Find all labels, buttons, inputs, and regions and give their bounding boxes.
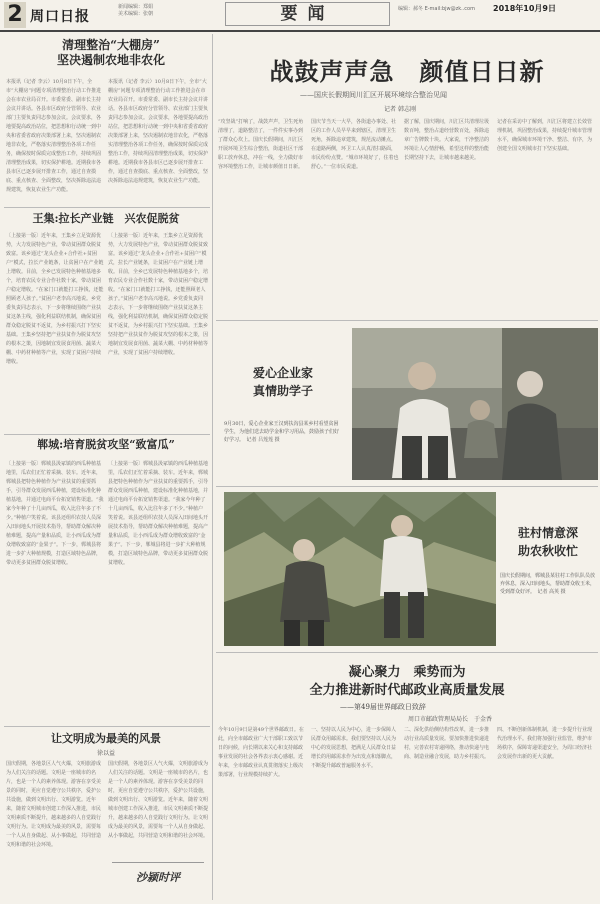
postal-body-col1: 今年10月9日是第49个世界邮政日。在此，向全市邮政业广大干部职工致以节日的问候，向长期以来关心和支持邮政事业发展的社会各界表示衷心感谢。近年来，全市邮政业认真贯彻落实上级决策部署，行业规模持续扩大。 [218, 727, 304, 778]
lead-body-col3: 据了解，国庆期间，川汇区共清理垃圾数百吨，整治占道经营数百处，拆除违章广告牌数十块。大家说，干净整洁的环境让人心情舒畅，希望这样的整治能长期坚持下去，让城市越来越美。 [404, 119, 490, 161]
article-body: 本报讯（记者 李云）10月8日下午，全市“大棚房”问题专项清理整治行动工作推进会在市农业局召开。市委常委、副市长主持会议并讲话。各县市区政府分管领导、农业部门主要负责同志参加会议。会议要求，各地要提高政治站位，把思想和行动统一到中央和省委省政府决策部署上来，坚决遏制农地非农化，严格落实清理整治各项工作任务，确保按时保质完成整治工作，持续巩固清理整治成果，切实保护耕地。近期我市各县市区已逐步展开排查工作，通过自查摸底、重点核查、全面整改，坚决拆除违法违规建筑，恢复农业生产功能。 [6, 79, 102, 193]
photo-harvest [224, 492, 496, 646]
photo-caption: 国庆长假期间，郸城县某驻村工作队队员放弃休息，深入田间地头，帮助群众收玉米，受到群众好评。 记者 高英 摄 [500, 573, 596, 595]
article-body-cont: 本报讯（记者 李云）10月8日下午，全市“大棚房”问题专项清理整治行动工作推进会在市农业局召开。市委常委、副市长主持会议并讲话。各县市区政府分管领导、农业部门主要负责同志参加会议。会议要求，各地要提高政治站位，把思想和行动统一到中央和省委省政府决策部署上来，坚决遏制农地非农化，严格落实清理整治各项工作任务，确保按时保质完成整治工作，持续巩固清理整治成果，切实保护耕地。近期我市各县市区已逐步展开排查工作，通过自查摸底、重点核查、全面整改，坚决拆除违法违规建筑，恢复农业生产功能。 [108, 79, 208, 184]
photo-caption: 9月30日，爱心企业家王汉到扶沟县某乡村看望贫困学生，为他们送去助学金和学习用品，鼓励孩子们好好学习。 记者 吕莲莲 摄 [224, 421, 340, 443]
postal-byline: 周口市邮政管理局局长 于金香 [407, 716, 492, 723]
issue-date: 2018年10月9日 [493, 4, 556, 13]
section-rule [4, 207, 210, 208]
column-divider [212, 34, 213, 900]
postal-subtitle: ——第49届世界邮政日致辞 [340, 703, 426, 711]
photo-headline [500, 524, 596, 560]
editor-meta: 编辑：郝冬 E-mail:bjw@zk..com [398, 6, 475, 12]
edition-meta: 新闻编辑：郑娟 美术编辑：张朝 [118, 4, 154, 17]
article-title [18, 38, 204, 68]
section-rule [216, 320, 598, 321]
article-body-cont: 〔上接第一版〕近年来，王集乡立足资源优势，大力发展特色产业，带动贫困群众脱贫致富。该乡通过“龙头企业+合作社+贫困户”模式，拉长产业链条，让贫困户在产业链上增收。目前，全乡已发展特色种植基地多个，培育农民专业合作社数十家，带动贫困户稳定增收。“在家门口就能打工挣钱，还能照顾老人孩子。”贫困户老李高兴地说。乡党委负责同志表示，下一步将继续围绕产业扶贫这条主线，强化利益联结机制，确保贫困群众稳定脱贫不返贫，为乡村振兴打下坚实基础。王集乡坚持把产业扶贫作为脱贫攻坚的根本之策，因地制宜发展食用菌、蔬菜大棚、中药材种植等产业，实现了贫困户持续增收。 [108, 233, 208, 356]
lead-body-col4: 记者在采访中了解到，川汇区将建立长效管理机制，巩固整治成果，持续提升城市管理水平，确保城市环境干净、整洁、有序，为创建全国文明城市打下坚实基础。 [497, 119, 593, 152]
postal-title-line: 凝心聚力 乘势而为 [348, 665, 466, 680]
column-label-box [112, 862, 204, 896]
photo-headline [218, 364, 348, 400]
lead-byline: 记者 韩志刚 [384, 106, 416, 113]
photo-visit [352, 328, 598, 480]
masthead-rule [0, 30, 600, 32]
section-rule [216, 486, 598, 487]
postal-title [218, 664, 596, 700]
article-title-line: 清理整治“大棚房” [62, 38, 160, 52]
article-body: 国庆假期，各地景区人气火爆，文明旅游成为人们关注的话题。文明是一座城市的名片，也是一个人的素养体现。游客在享受美景的同时，更应自觉遵守公共秩序，爱护公共设施，做到文明出行、文明游览。近年来，随着文明城市创建工作深入推进，市民文明素质不断提升，越来越多的人自觉践行文明行为。让文明成为最美的风景，需要每一个人从自身做起、从小事做起，共同营造文明和谐的社会环境。 [6, 761, 102, 848]
photo-visit-image [352, 328, 598, 480]
article-author: 徐以益 [96, 750, 115, 757]
postal-title-line: 全力推进新时代邮政业高质量发展 [309, 683, 505, 698]
article-title-line: 坚决遏制农地非农化 [56, 53, 165, 67]
photo-headline-line: 爱心企业家 [252, 366, 313, 380]
photo-headline-box [218, 340, 348, 460]
section-rule [4, 434, 210, 435]
article-body-cont: 国庆假期，各地景区人气火爆，文明旅游成为人们关注的话题。文明是一座城市的名片，也是一个人的素养体现。游客在享受美景的同时，更应自觉遵守公共秩序，爱护公共设施，做到文明出行、文明游览。近年来，随着文明城市创建工作深入推进，市民文明素质不断提升，越来越多的人自觉践行文明行为。让文明成为最美的风景，需要每一个人从自身做起、从小事做起，共同营造文明和谐的社会环境。 [108, 761, 208, 839]
postal-body-col4: 四、不断创新体制机制，进一步提升行业现代治理水平。我们将加强行业监管，维护市场秩序，保障寄递渠道安全，为周口经济社会发展作出新的更大贡献。 [497, 727, 593, 760]
lead-body-col2: 国庆节当天一大早，各街道办事处、社区的工作人员早早来到辖区，清理卫生死角，拆除违章建筑，规范流动摊点。在道路两侧，环卫工人认真清扫路面，市民纷纷点赞。“城市环境好了，住着也舒心。”一位市民说道。 [311, 119, 399, 170]
section-rule [216, 652, 598, 653]
lead-body-col1: “攻坚战”打响了，战鼓声声，卫生死角清理了，道路整洁了，一件件实事办到了群众心坎上。国庆长假期间，川汇区开展环境卫生综合整治，街道社区干部职工放弃休息，冲在一线，全力做好市容环境整治工作，让城市颜值日日新。 [218, 119, 304, 170]
section-rule [4, 726, 210, 727]
photo-headline-line: 驻村情意深 [517, 526, 578, 540]
photo-headline-line: 真情助学子 [252, 384, 313, 398]
photo-headline-box [500, 498, 596, 648]
page-number: 2 [4, 2, 26, 28]
paper-name: 周口日报 [30, 9, 90, 25]
lead-title: 战鼓声声急 颜值日日新 [269, 57, 545, 86]
article-body-cont: 〔上接第一版〕郸城县汲冢镇的西瓜种植基地里，瓜农们正忙着采摘、装车。近年来，郸城县把特色种植作为产业扶贫的重要抓手，引导群众发展西瓜种植，建设标准化种植基地，并通过电商平台拓宽销售渠道。“我家今年种了十几亩西瓜，收入比往年多了不少。”种植户笑着说。该县还组织农技人员深入田间地头开展技术指导，帮助群众解决种植难题，提高产量和品质，让小西瓜成为群众增收致富的“金果子”。下一步，郸城县将进一步扩大种植规模，打造区域特色品牌，带动更多贫困群众脱贫增收。 [108, 461, 208, 566]
lead-subtitle: ——国庆长假期间川汇区开展环境综合整治见闻 [300, 91, 447, 99]
postal-body-col3: 二、深化供给侧结构性改革，进一步推动行业高质量发展。要加快推进快递进村，完善农村寄递网络，推动快递与电商、制造业融合发展，助力乡村振兴。 [404, 727, 490, 760]
article-title: 王集:拉长产业链 兴农促脱贫 [32, 212, 180, 225]
article-title: 郸城:培育脱贫攻坚“致富瓜” [37, 438, 175, 451]
photo-headline-line: 助农秋收忙 [517, 544, 578, 558]
column-label: 沙颍时评 [136, 871, 180, 884]
article-body: 〔上接第一版〕郸城县汲冢镇的西瓜种植基地里，瓜农们正忙着采摘、装车。近年来，郸城县把特色种植作为产业扶贫的重要抓手，引导群众发展西瓜种植，建设标准化种植基地，并通过电商平台拓宽销售渠道。“我家今年种了十几亩西瓜，收入比往年多了不少。”种植户笑着说。该县还组织农技人员深入田间地头开展技术指导，帮助群众解决种植难题，提高产量和品质，让小西瓜成为群众增收致富的“金果子”。下一步，郸城县将进一步扩大种植规模，打造区域特色品牌，带动更多贫困群众脱贫增收。 [6, 461, 104, 566]
photo-harvest-image [224, 492, 496, 646]
article-title: 让文明成为最美的风景 [51, 732, 161, 745]
article-body: 〔上接第一版〕近年来，王集乡立足资源优势，大力发展特色产业，带动贫困群众脱贫致富。该乡通过“龙头企业+合作社+贫困户”模式，拉长产业链条，让贫困户在产业链上增收。目前，全乡已发展特色种植基地多个，培育农民专业合作社数十家，带动贫困户稳定增收。“在家门口就能打工挣钱，还能照顾老人孩子。”贫困户老李高兴地说。乡党委负责同志表示，下一步将继续围绕产业扶贫这条主线，强化利益联结机制，确保贫困群众稳定脱贫不返贫，为乡村振兴打下坚实基础。王集乡坚持把产业扶贫作为脱贫攻坚的根本之策，因地制宜发展食用菌、蔬菜大棚、中药材种植等产业，实现了贫困户持续增收。 [6, 233, 104, 365]
section-title: 要闻 [225, 2, 390, 26]
postal-body-col2: 一、坚持以人民为中心，进一步保障人民群众用邮需求。我们要坚持以人民为中心的发展思想，把满足人民群众日益增长的用邮需求作为出发点和落脚点，不断提升邮政普遍服务水平。 [311, 727, 397, 769]
